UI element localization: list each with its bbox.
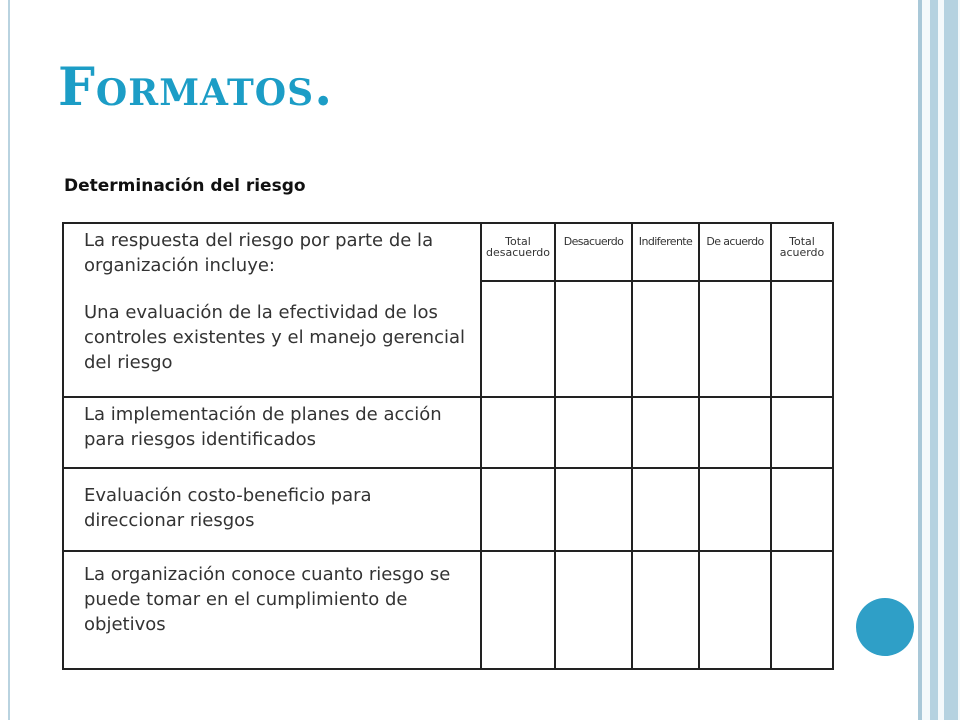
answer-cell[interactable] <box>771 468 833 551</box>
answer-cell[interactable] <box>555 551 632 669</box>
question-intro-text: La respuesta del riesgo por parte de la organización incluye: <box>84 230 434 276</box>
answer-cell[interactable] <box>555 468 632 551</box>
slide-title: Formatos. <box>58 57 334 118</box>
band-stripe <box>918 0 922 720</box>
answer-cell[interactable] <box>555 397 632 468</box>
answer-cell[interactable] <box>481 281 555 397</box>
question-cell <box>63 223 481 397</box>
left-border-line <box>8 0 10 720</box>
column-header: De acuerdo <box>699 223 771 281</box>
answer-cell[interactable] <box>771 281 833 397</box>
column-header: Total acuerdo <box>771 223 833 281</box>
answer-cell[interactable] <box>771 551 833 669</box>
band-stripe <box>930 0 938 720</box>
column-header: Total desacuerdo <box>481 223 555 281</box>
answer-cell[interactable] <box>699 281 771 397</box>
question-text: La organización conoce cuanto riesgo se puede tomar en el cumplimiento de objetivos <box>63 551 481 669</box>
risk-survey-table <box>62 222 834 670</box>
answer-cell[interactable] <box>699 551 771 669</box>
slide-subtitle: Determinación del riesgo <box>64 176 306 196</box>
question-text: Evaluación costo-beneficio para direccionar riesgos <box>63 468 481 551</box>
answer-cell[interactable] <box>632 281 699 397</box>
answer-cell[interactable] <box>481 397 555 468</box>
accent-circle <box>856 598 914 656</box>
answer-cell[interactable] <box>699 397 771 468</box>
answer-cell[interactable] <box>632 551 699 669</box>
question-text: Una evaluación de la efectividad de los controles existentes y el manejo gerencial del riesgo <box>84 302 465 373</box>
answer-cell[interactable] <box>481 551 555 669</box>
band-stripe <box>944 0 958 720</box>
answer-cell[interactable] <box>699 468 771 551</box>
answer-cell[interactable] <box>481 468 555 551</box>
answer-cell[interactable] <box>632 397 699 468</box>
answer-cell[interactable] <box>555 281 632 397</box>
column-header: Indiferente <box>632 223 699 281</box>
column-header: Desacuerdo <box>555 223 632 281</box>
answer-cell[interactable] <box>771 397 833 468</box>
answer-cell[interactable] <box>632 468 699 551</box>
right-decorative-band <box>918 0 960 720</box>
question-text: La implementación de planes de acción para riesgos identificados <box>63 397 481 468</box>
